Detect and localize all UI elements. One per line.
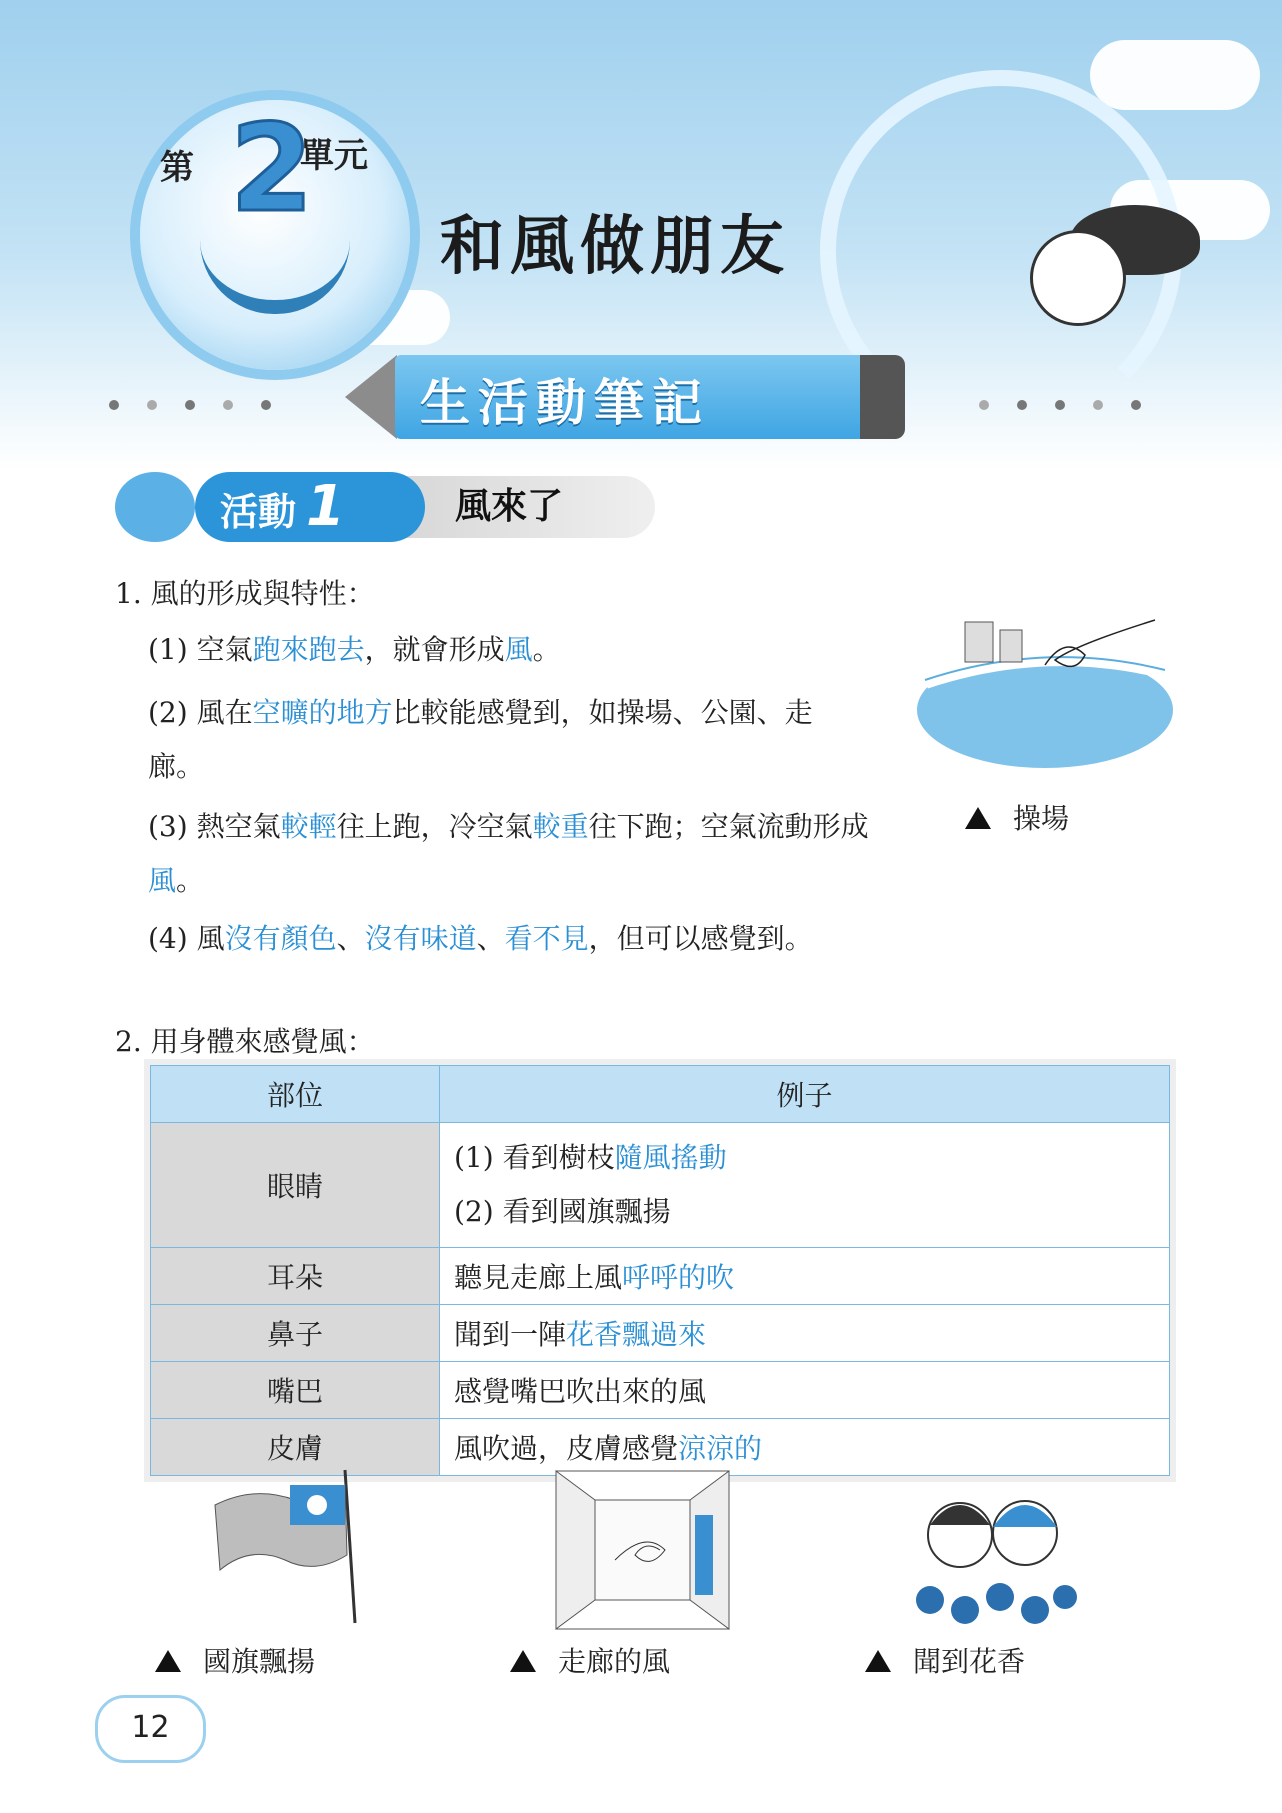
page-number: 12 [95, 1695, 206, 1763]
activity-label-text: 活動 [220, 490, 297, 534]
col-part: 部位 [151, 1066, 440, 1123]
dots-right [965, 395, 1155, 409]
caption-flag: 國旗飄揚 [155, 1640, 315, 1680]
unit-number: 2 [230, 100, 314, 239]
item-3: (3) 熱空氣較輕往上跑，冷空氣較重往下跑；空氣流動形成風。 [148, 810, 869, 897]
example-cell: 感覺嘴巴吹出來的風 [440, 1362, 1170, 1419]
dots-left [95, 395, 285, 409]
flowers-image [905, 1465, 1080, 1630]
unit-suffix: 單元 [300, 136, 368, 176]
pencil-tip [345, 355, 397, 439]
item-1: (1) 空氣跑來跑去，就會形成風。 [148, 633, 561, 666]
subtitle: 生活動筆記 [420, 374, 710, 432]
table-header-row [151, 1066, 1170, 1123]
part-cell: 皮膚 [151, 1419, 440, 1476]
triangle-icon [865, 1650, 891, 1672]
subtitle-pencil [345, 355, 905, 439]
part-cell: 眼睛 [151, 1123, 440, 1248]
cloud [1090, 40, 1260, 110]
part-cell: 鼻子 [151, 1305, 440, 1362]
unit-prefix: 第 [160, 148, 194, 188]
item-4: (4) 風沒有顏色、沒有味道、看不見，但可以感覺到。 [148, 922, 813, 955]
activity-number: 1 [306, 474, 345, 539]
section1-heading: 1. 風的形成與特性： [115, 577, 375, 610]
playground-caption: 操場 [965, 797, 1069, 837]
activity-bar [115, 472, 655, 542]
sun-smile [200, 240, 350, 314]
girl-character [1030, 230, 1126, 326]
section2-heading: 2. 用身體來感覺風： [115, 1025, 375, 1058]
flag-image [205, 1465, 375, 1625]
triangle-icon [155, 1650, 181, 1672]
corridor-image [555, 1470, 730, 1630]
playground-image [915, 610, 1175, 770]
part-cell: 耳朵 [151, 1248, 440, 1305]
table-row [151, 1123, 1170, 1248]
activity-label [195, 472, 425, 542]
part-cell: 嘴巴 [151, 1362, 440, 1419]
col-example: 例子 [440, 1066, 1170, 1123]
page-title: 和風做朋友 [440, 210, 790, 284]
table-row [151, 1362, 1170, 1419]
item-2: (2) 風在空曠的地方比較能感覺到，如操場、公園、走廊。 [148, 696, 813, 783]
example-cell: 聞到一陣花香飄過來 [440, 1305, 1170, 1362]
example-cell: 風吹過，皮膚感覺涼涼的 [440, 1419, 1170, 1476]
bear-icon [115, 472, 195, 542]
pencil-end [860, 355, 905, 439]
table-row [151, 1248, 1170, 1305]
triangle-icon [965, 807, 991, 829]
example-cell: 聽見走廊上風呼呼的吹 [440, 1248, 1170, 1305]
table-row [151, 1305, 1170, 1362]
activity-name: 風來了 [395, 476, 655, 538]
example-cell: (1) 看到樹枝隨風搖動 (2) 看到國旗飄揚 [440, 1123, 1170, 1248]
caption-flowers: 聞到花香 [865, 1640, 1025, 1680]
senses-table [150, 1065, 1170, 1476]
caption-corridor: 走廊的風 [510, 1640, 670, 1680]
triangle-icon [510, 1650, 536, 1672]
